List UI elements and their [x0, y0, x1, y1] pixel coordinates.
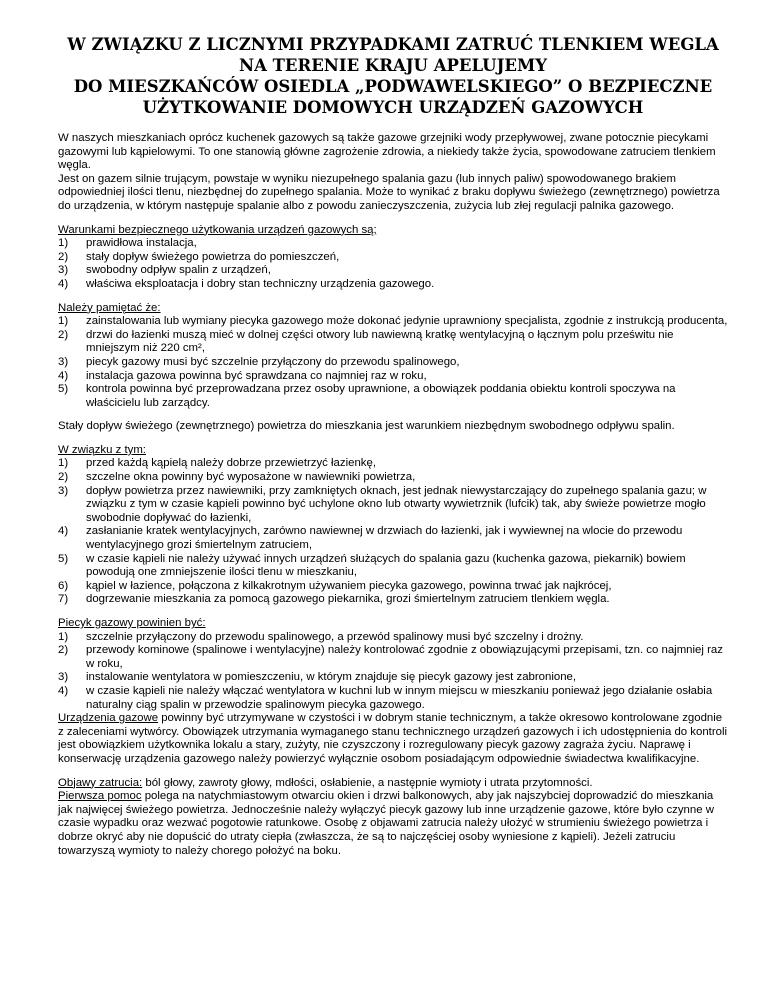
list-item-text: w czasie kąpieli nie należy włączać wentylatora w kuchni lub w innym miejscu w mieszkaniu ponieważ jego działanie osłabia naturalny ciąg spalin w przewodzie spalinowym piecyka gazowego. — [86, 684, 713, 711]
list-item — [58, 644, 728, 671]
list-item-number: 4) — [58, 525, 69, 538]
list-item-text: kontrola powinna być przeprowadzana przez osoby uprawnione, a obowiązek poddania obiektu kontroli spoczywa na właścicielu lub zarządcy. — [86, 383, 676, 409]
stove-heading: Piecyk gazowy powinien być: — [58, 617, 206, 629]
list-item — [58, 593, 728, 607]
list-item-number: 4) — [58, 369, 69, 382]
list-item — [58, 237, 728, 251]
list-item-text: dopływ powietrza przez nawiewniki, przy zamkniętych oknach, jest jednak niewystarczający do zupełnego spalania gazu; w związku z tym w czasie kąpieli powinno być uchylone okno lub otwarty wywietrznik (lufcik) tak, aby świeże powietrze mogło swobodnie dopływać do łazienki, — [86, 484, 707, 524]
intro-paragraph-1: W naszych mieszkaniach oprócz kuchenek gazowych są także gazowe grzejniki wody przepływowej, zwane potocznie piecykami gazowymi lub kąpielowymi. To one stanowią główne zagrożenie zdrowia, a niekiedy także życia, spowodowane zatruciem tlenkiem węgla. — [58, 132, 716, 172]
symptoms-lead: Objawy zatrucia: — [58, 776, 143, 789]
remember-heading: Należy pamiętać że: — [58, 301, 161, 314]
list-item-text: prawidłowa instalacja, — [86, 237, 197, 250]
list-item — [58, 671, 728, 685]
list-item-text: drzwi do łazienki muszą mieć w dolnej części otwory lub nawiewną kratkę wentylacyjną o łącznym polu prześwitu nie mniejszym niż 220 cm², — [86, 328, 674, 355]
devices-paragraph — [58, 712, 728, 766]
first-aid-lead: Pierwsza pomoc — [58, 790, 142, 803]
list-item-text: swobodny odpływ spalin z urządzeń, — [86, 264, 271, 277]
list-item-number: 2) — [58, 328, 69, 341]
list-item-number: 2) — [58, 471, 69, 484]
list-item-text: kąpiel w łazience, połączona z kilkakrotnym używaniem piecyka gazowego, powinna trwać jak najkrócej, — [86, 579, 612, 592]
stove-list — [58, 631, 728, 713]
list-item — [58, 580, 728, 594]
list-item — [58, 356, 728, 370]
list-item-text: w czasie kąpieli nie należy używać innych urządzeń służących do spalania gazu (kuchenka gazowa, piekarnik) bowiem powodują one zmniejszenie ilości tlenu w mieszkaniu, — [86, 552, 686, 579]
list-item-number: 3) — [58, 264, 69, 277]
list-item-text: szczelne okna powinny być wyposażone w nawiewniki powietrza, — [86, 471, 416, 484]
list-item-number: 1) — [58, 315, 69, 328]
list-item-number: 3) — [58, 671, 69, 684]
list-item — [58, 631, 728, 645]
devices-lead: Urządzenia gazowe — [58, 712, 159, 725]
list-item-text: stały dopływ świeżego powietrza do pomieszczeń, — [86, 250, 340, 263]
list-item-text: właściwa eksploatacja i dobry stan techniczny urządzenia gazowego. — [86, 277, 435, 290]
symptoms-text: ból głowy, zawroty głowy, mdłości, osłabienie, a następnie wymioty i utrata przytomności. — [142, 776, 593, 789]
list-item-text: instalacja gazowa powinna być sprawdzana co najmniej raz w roku, — [86, 369, 427, 382]
remember-list — [58, 315, 728, 410]
list-item — [58, 383, 728, 410]
list-item-number: 5) — [58, 552, 69, 565]
list-item-number: 1) — [58, 630, 69, 643]
list-item-text: instalowanie wentylatora w pomieszczeniu, w którym znajduje się piecyk gazowy jest zabronione, — [86, 671, 577, 684]
list-item — [58, 525, 728, 552]
list-item-number: 5) — [58, 383, 69, 396]
list-item — [58, 370, 728, 384]
therefore-heading: W związku z tym: — [58, 443, 146, 456]
list-item-number: 6) — [58, 579, 69, 592]
list-item — [58, 315, 728, 329]
list-item-text: dogrzewanie mieszkania za pomocą gazowego piekarnika, grozi śmiertelnym zatruciem tlenkiem węgla. — [86, 593, 610, 606]
intro-paragraph-2: Jest on gazem silnie trującym, powstaje w wyniku niezupełnego spalania gazu (lub innych paliw) spowodowanego brakiem odpowiedniej ilości tlenu, niezbędnej do zupełnego spalania. Może to wynikać z braku dopływu świeżego (zewnętrznego) powietrza do urządzenia, w którym następuje spalanie albo z powodu zanieczyszczenia, zużycia lub złej regulacji palnika gazowego. — [58, 172, 720, 212]
devices-text: powinny być utrzymywane w czystości i w dobrym stanie technicznym, a także okresowo kontrolowane zgodnie z zaleceniami wytwórcy. Obowiązek utrzymania wymaganego stanu technicznego urządzeń gazowych i ich udostępnienia do kontroli jest obowiązkiem użytkownika lokalu a stary, zużyty, nie czyszczony i rozregulowany piecyk gazowy zagraża życiu. Naprawę i konserwację urządzenia gazowego należy powierzyć wyłącznie osobom posiadającym odpowiednie świadectwa kwalifikacyjne. — [58, 712, 728, 765]
list-item — [58, 264, 728, 278]
list-item — [58, 553, 728, 580]
title-line-3: DO MIESZKAŃCÓW OSIEDLA „PODWAWELSKIEGO” O BEZPIECZNE — [73, 77, 713, 96]
list-item-text: przewody kominowe (spalinowe i wentylacyjne) należy kontrolować zgodnie z obowiązującymi przepisami, tzn. co najmniej raz w roku, — [86, 644, 723, 670]
conditions-heading: Warunkami bezpiecznego użytkowania urządzeń gazowych są; — [58, 223, 377, 236]
first-aid-text: polega na natychmiastowym otwarciu okien i drzwi balkonowych, aby jak najszybciej doprowadzić do mieszkania jak najwięcej świeżego powietrza. Jednocześnie należy wyłączyć piecyk gazowy lub inne urządzenie gazowe, które było czynne w czasie wypadku oraz wezwać pogotowie ratunkowe. Osobę z objawami zatrucia należy ułożyć w strumieniu świeżego powietrza i dobrze okryć aby nie dopuścić do utraty ciepła (zwłaszcza, że są to najczęściej osoby wyniesione z kąpieli). Jeżeli zatruciu towarzyszą wymioty to należy chorego położyć na boku. — [58, 790, 714, 857]
list-item-text: zasłanianie kratek wentylacyjnych, zarówno nawiewnej w drzwiach do łazienki, jak i wywiewnej na wlocie do przewodu wentylacyjnego grozi śmiertelnym zatruciem, — [86, 525, 683, 552]
title-line-4: UŻYTKOWANIE DOMOWYCH URZĄDZEŃ GAZOWYCH — [142, 98, 644, 117]
title-line-1: W ZWIĄZKU Z LICZNYMI PRZYPADKAMI ZATRUĆ TLENKIEM WEGLA — [67, 35, 719, 54]
list-item-number: 2) — [58, 250, 69, 263]
list-item-number: 1) — [58, 457, 69, 470]
first-aid-paragraph — [58, 790, 728, 858]
list-item-text: szczelnie przyłączony do przewodu spalinowego, a przewód spalinowy musi być szczelny i drożny. — [86, 630, 584, 643]
list-item — [58, 251, 728, 265]
list-item-number: 3) — [58, 355, 69, 368]
conditions-list — [58, 237, 728, 291]
list-item-number: 7) — [58, 593, 69, 606]
list-item-text: zainstalowania lub wymiany piecyka gazowego może dokonać jedynie uprawniony specjalista, zgodnie z instrukcją producenta, — [86, 315, 728, 328]
list-item — [58, 278, 728, 292]
list-item — [58, 457, 728, 471]
list-item — [58, 329, 728, 356]
list-item-text: piecyk gazowy musi być szczelnie przyłączony do przewodu spalinowego, — [86, 355, 460, 368]
list-item — [58, 485, 728, 526]
list-item-number: 3) — [58, 484, 69, 497]
document-title — [58, 34, 728, 118]
list-item-number: 4) — [58, 277, 69, 290]
therefore-list — [58, 457, 728, 607]
symptoms-paragraph — [58, 777, 728, 791]
list-item — [58, 685, 728, 712]
title-line-2: NA TERENIE KRAJU APELUJEMY — [239, 56, 547, 75]
list-item-text: przed każdą kąpielą należy dobrze przewietrzyć łazienkę, — [86, 457, 376, 470]
list-item-number: 2) — [58, 644, 69, 657]
list-item-number: 4) — [58, 684, 69, 697]
list-item — [58, 471, 728, 485]
list-item-number: 1) — [58, 237, 69, 250]
air-statement: Stały dopływ świeżego (zewnętrznego) powietrza do mieszkania jest warunkiem niezbędnym swobodnego odpływu spalin. — [58, 420, 675, 433]
document-body — [58, 132, 728, 858]
